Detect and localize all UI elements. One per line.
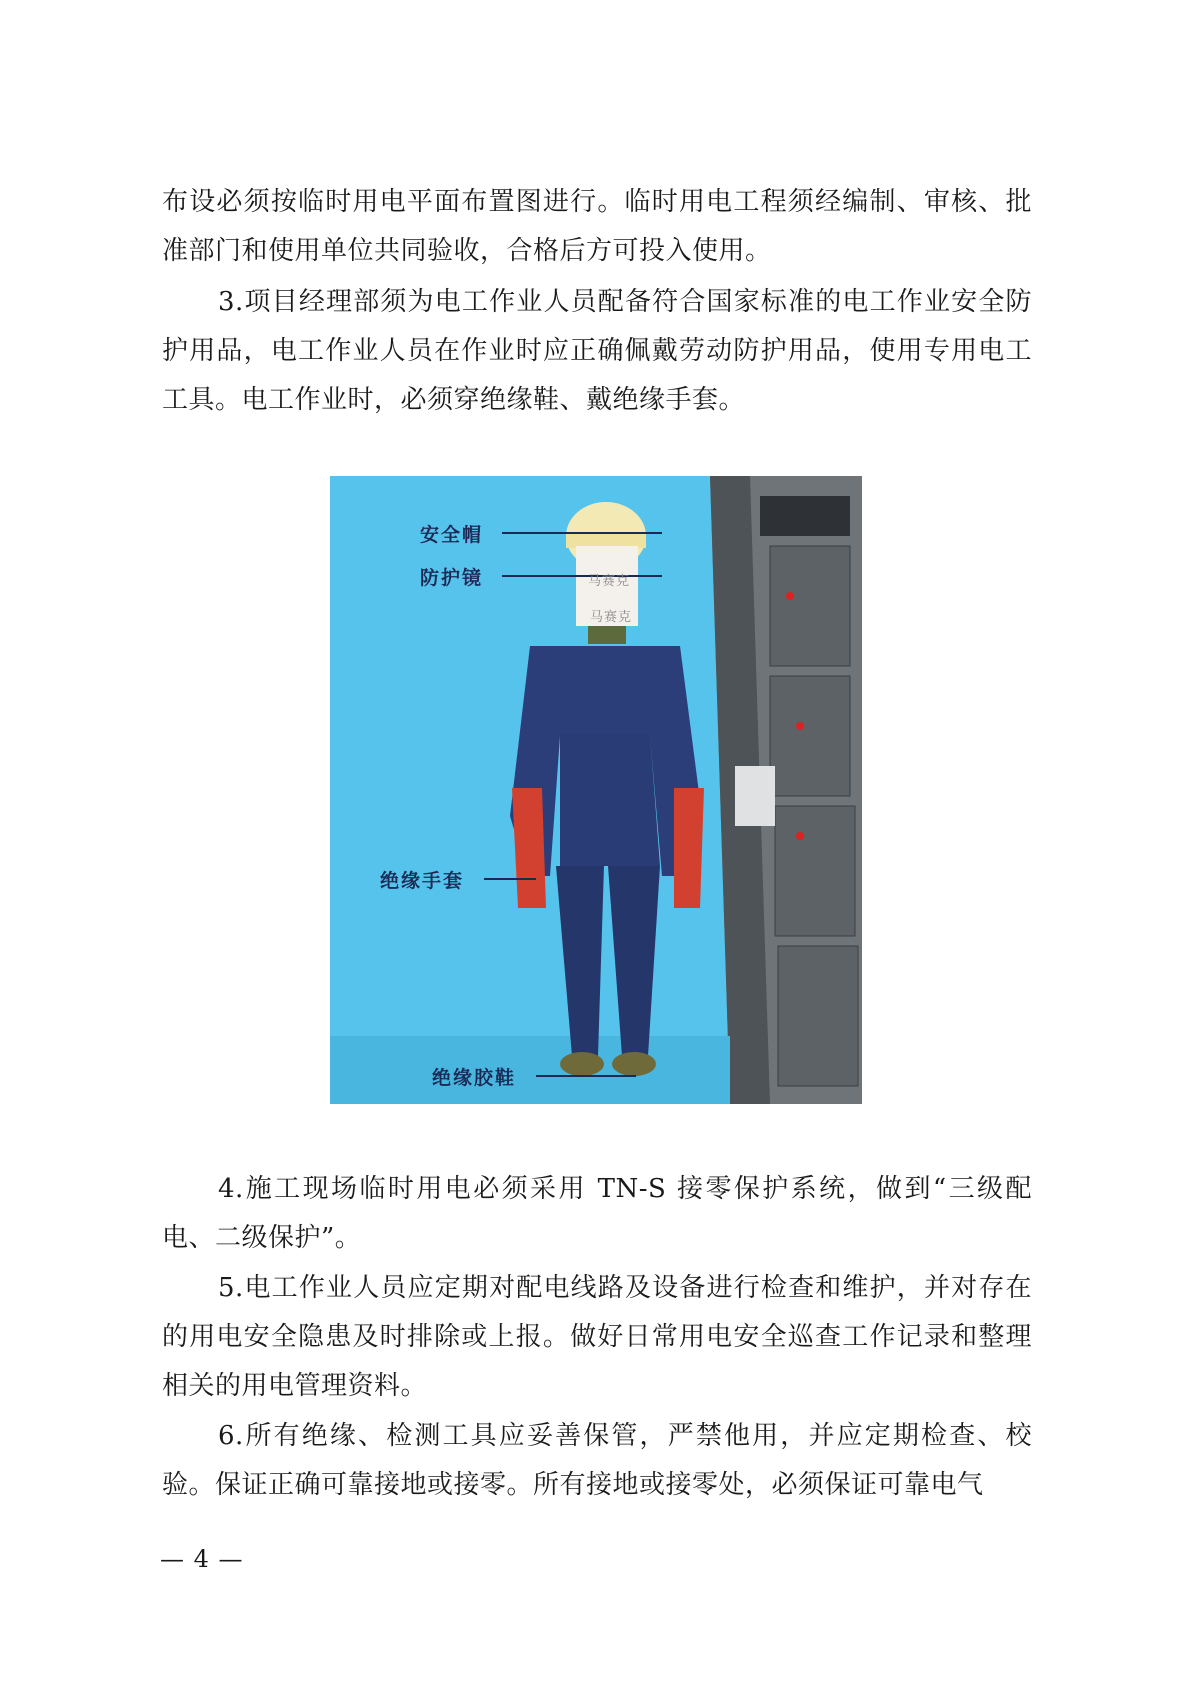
shoes-label: 绝缘胶鞋 xyxy=(432,1063,516,1090)
page-number: — 4 — xyxy=(160,1545,244,1573)
watermark: 马赛克 xyxy=(588,574,631,589)
ppe-figure xyxy=(330,476,862,1104)
gloves-label: 绝缘手套 xyxy=(380,866,464,893)
paragraph-1: 布设必须按临时用电平面布置图进行。临时用电工程须经编制、审核、批准部门和使用单位共同验收，合格后方可投入使用。 xyxy=(162,187,1032,266)
paragraph-item-4: 4.施工现场临时用电必须采用 TN-S 接零保护系统，做到“三级配电、二级保护”。 xyxy=(162,1174,1032,1253)
paragraph-item-5: 5.电工作业人员应定期对配电线路及设备进行检查和维护，并对存在的用电安全隐患及时排除或上报。做好日常用电安全巡查工作记录和整理相关的用电管理资料。 xyxy=(162,1273,1032,1401)
right-trouser xyxy=(608,866,660,1056)
left-glove xyxy=(512,788,546,908)
goggles-label: 防护镜 xyxy=(420,563,483,590)
left-shoe xyxy=(560,1052,604,1076)
right-shoe xyxy=(612,1052,656,1076)
paragraph-item-6: 6.所有绝缘、检测工具应妥善保管，严禁他用，并应定期检查、校验。保证正确可靠接地或接零。所有接地或接零处，必须保证可靠电气 xyxy=(162,1421,1032,1500)
watermark: 马赛克 xyxy=(590,610,633,625)
helmet-label: 安全帽 xyxy=(420,520,483,547)
left-trouser xyxy=(556,866,604,1056)
paragraph-item-3: 3.项目经理部须为电工作业人员配备符合国家标准的电工作业安全防护用品，电工作业人员在作业时应正确佩戴劳动防护用品，使用专用电工工具。电工作业时，必须穿绝缘鞋、戴绝缘手套。 xyxy=(162,287,1032,415)
right-glove xyxy=(674,788,704,908)
